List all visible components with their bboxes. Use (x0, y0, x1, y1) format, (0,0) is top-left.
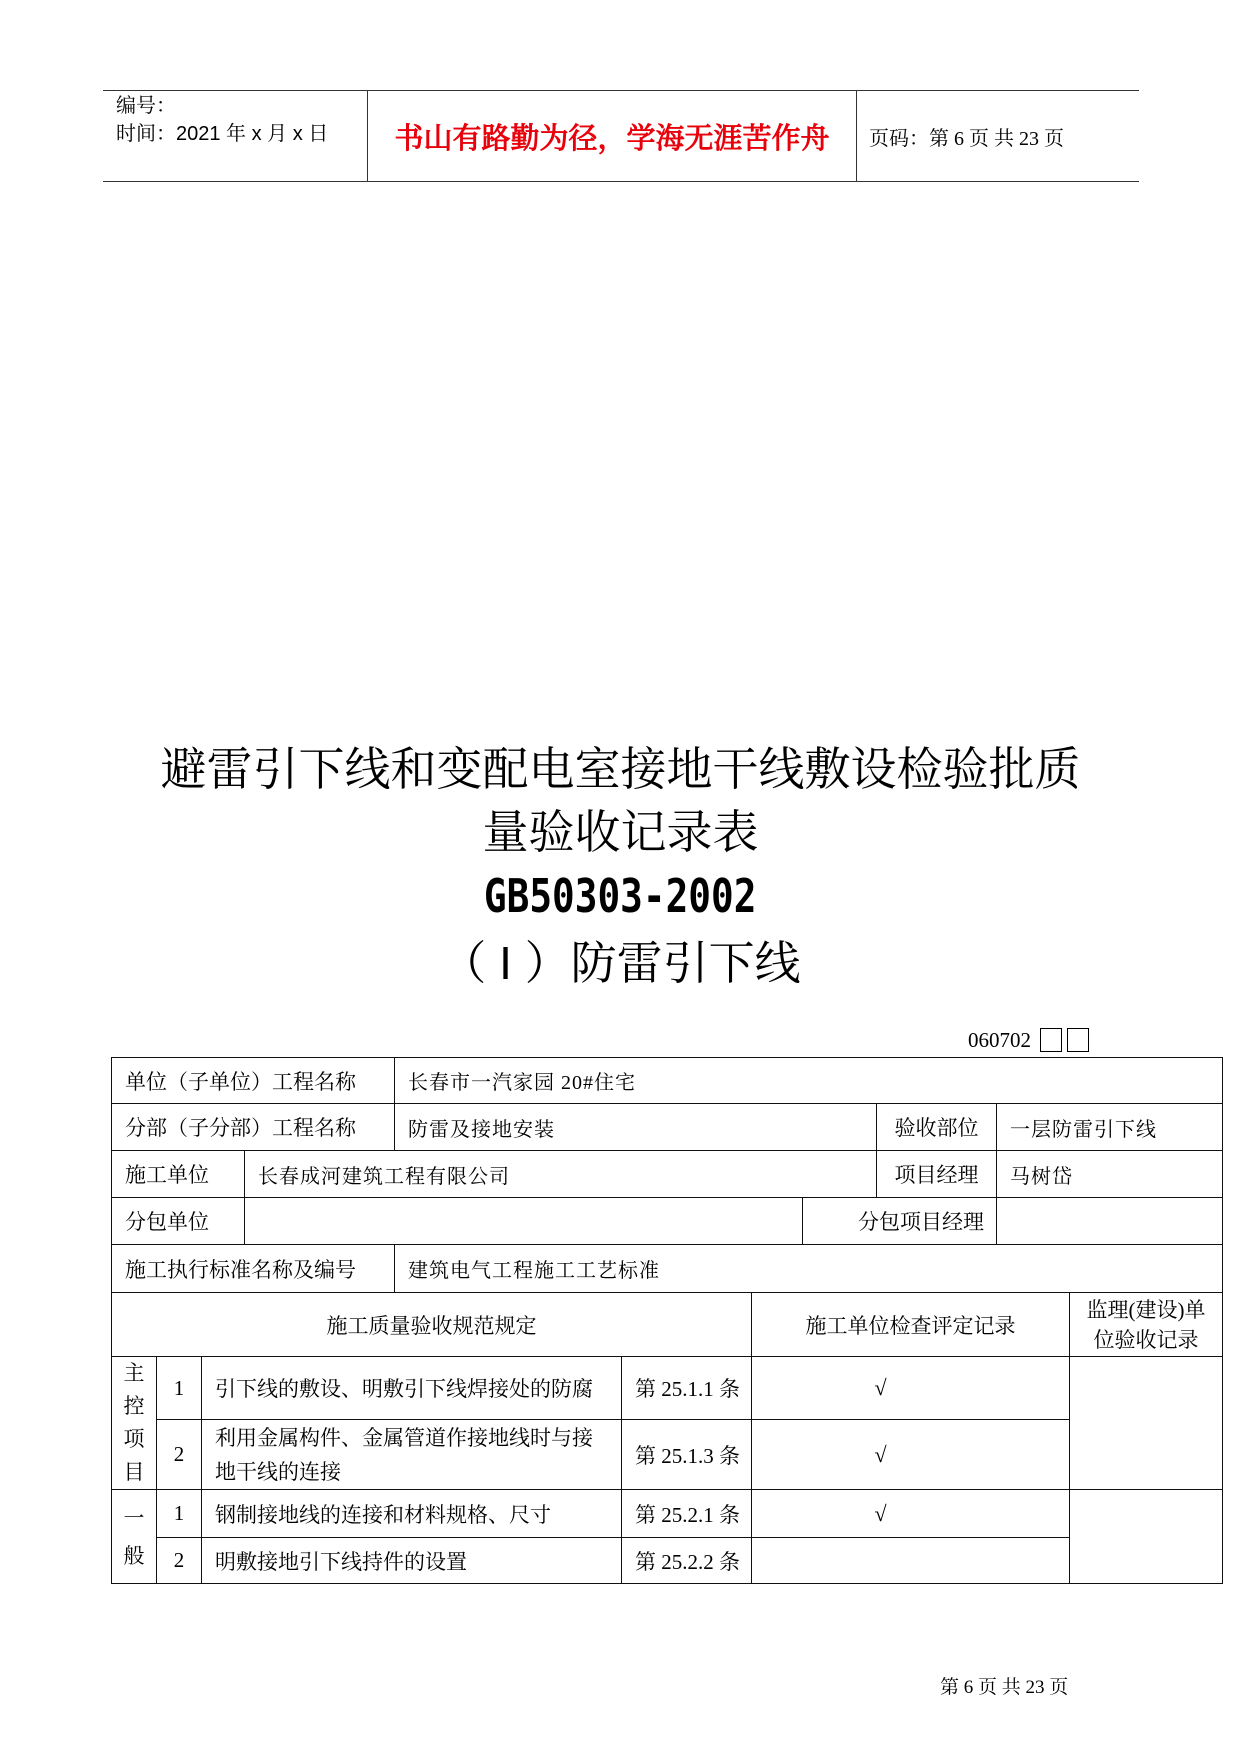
check-header: 施工单位检查评定记录 (752, 1293, 1070, 1357)
general-group (112, 1490, 157, 1584)
subcontract-manager-label: 分包项目经理 (803, 1198, 997, 1245)
standard-code-line (0, 866, 1241, 926)
subdivision-label: 分部（子分部）工程名称 (112, 1104, 395, 1151)
item-description: 引下线的敷设、明敷引下线焊接处的防腐 (202, 1357, 622, 1420)
item-description (202, 1420, 622, 1490)
item-number: 2 (157, 1538, 202, 1584)
standard-value: 建筑电气工程施工工艺标准 (395, 1245, 1223, 1293)
item-description: 明敷接地引下线持件的设置 (202, 1538, 622, 1584)
form-code-number: 060702 (968, 1028, 1031, 1052)
item-check-mark: √ (752, 1490, 1070, 1538)
main-control-group-label: 主控项目 (123, 1361, 145, 1484)
form-code-box-1 (1040, 1028, 1062, 1052)
main-control-supervisor-record (1070, 1357, 1223, 1490)
header-meta (103, 91, 368, 181)
form-code-box-2 (1067, 1028, 1089, 1052)
page-footer: 第 6 页 共 23 页 (940, 1677, 1069, 1698)
item-clause-ref: 第 25.2.1 条 (622, 1490, 752, 1538)
header-motto: 书山有路勤为径，学海无涯苦作舟 (368, 91, 857, 181)
inspection-part-value: 一层防雷引下线 (997, 1104, 1223, 1151)
date-text: 时间：2021 年 x 月 x 日 (116, 123, 329, 145)
subcontractor-value (245, 1198, 803, 1245)
standard-code: GB50303-2002 (484, 869, 757, 923)
subcontract-manager-value (997, 1198, 1223, 1245)
project-name-label: 单位（子单位）工程名称 (112, 1058, 395, 1104)
project-manager-label: 项目经理 (877, 1151, 997, 1198)
serial-label: 编号： (116, 95, 176, 117)
item-number: 2 (157, 1420, 202, 1490)
item-check-mark (752, 1538, 1070, 1584)
title-line-1: 避雷引下线和变配电室接地干线敷设检验批质 (160, 743, 1081, 795)
general-group-label: 一般 (123, 1505, 145, 1568)
contractor-label: 施工单位 (112, 1151, 245, 1198)
item-description-text: 利用金属构件、金属管道作接地线时与接地干线的连接 (215, 1425, 593, 1484)
project-name-value: 长春市一汽家园 20#住宅 (395, 1058, 1223, 1104)
item-clause-ref: 第 25.1.1 条 (622, 1357, 752, 1420)
title-line-2: 量验收记录表 (482, 806, 759, 858)
standard-label: 施工执行标准名称及编号 (112, 1245, 395, 1293)
page-header (103, 90, 1139, 182)
main-control-group (112, 1357, 157, 1490)
section-title: （ I ）防雷引下线 (440, 937, 801, 989)
item-description: 钢制接地线的连接和材料规格、尺寸 (202, 1490, 622, 1538)
form-code (968, 1028, 1089, 1052)
subcontractor-label: 分包单位 (112, 1198, 245, 1245)
item-check-mark: √ (752, 1357, 1070, 1420)
spec-header: 施工质量验收规范规定 (112, 1293, 752, 1357)
item-number: 1 (157, 1490, 202, 1538)
header-page-info: 页码：第 6 页 共 23 页 (869, 127, 1064, 150)
inspection-record-table (111, 1057, 1223, 1584)
supervisor-header (1070, 1293, 1223, 1357)
item-clause-ref: 第 25.2.2 条 (622, 1538, 752, 1584)
item-clause-ref: 第 25.1.3 条 (622, 1420, 752, 1490)
subdivision-value: 防雷及接地安装 (395, 1104, 877, 1151)
item-number: 1 (157, 1357, 202, 1420)
project-manager-value: 马树岱 (997, 1151, 1223, 1198)
item-check-mark: √ (752, 1420, 1070, 1490)
general-supervisor-record (1070, 1490, 1223, 1584)
supervisor-header-text: 监理(建设)单位验收记录 (1086, 1297, 1206, 1352)
inspection-part-label: 验收部位 (877, 1104, 997, 1151)
contractor-value: 长春成河建筑工程有限公司 (245, 1151, 877, 1198)
